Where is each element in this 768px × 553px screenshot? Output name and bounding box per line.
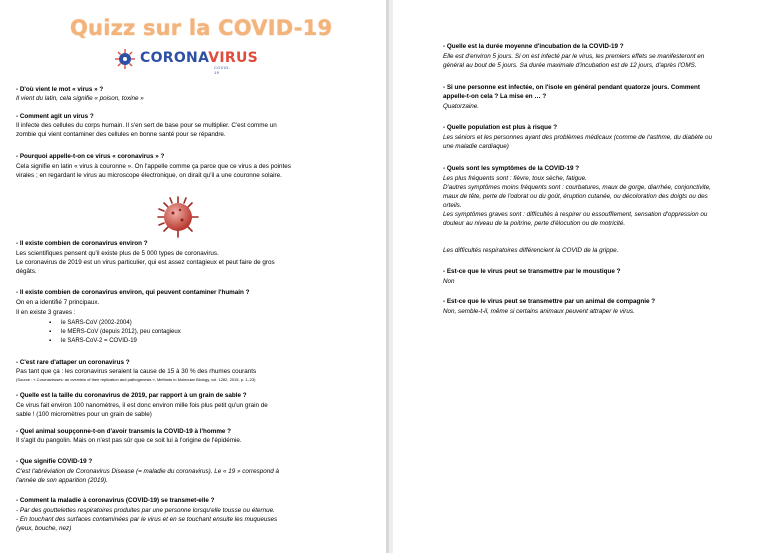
answer-8: Il s'agit du pangolin. Mais on n'est pas sûr que ce soit lui à l'origine de l'épidémie. [16, 437, 242, 444]
question-16: - Est-ce que le virus peut se transmettre par un animal de compagnie ? [443, 298, 656, 305]
question-14: - Quels sont les symptômes de la COVID-19 ? [443, 165, 580, 172]
logo-word-virus: VIRUS [208, 50, 259, 66]
list-item: ▪ le SARS-CoV (2002-2004) [61, 319, 132, 327]
page-left [6, 0, 382, 553]
answer-5-line-1: On en a identifié 7 principaux. [16, 299, 100, 306]
answer-15: Non [443, 278, 455, 285]
answer-3-line-1: Cela signifie en latin « virus à couronne ». On l'appelle comme ça parce que ce virus a des pointes [16, 163, 291, 170]
answer-14-line-6: douleur au niveau de la poitrine, perte d'élocution ou de motricité. [443, 220, 626, 227]
question-1: - D'où vient le mot « virus » ? [16, 86, 104, 93]
answer-4-line-2: Le coronavirus de 2019 est un virus particulier, qui est assez contagieux et peut faire de gros [16, 259, 275, 266]
document-title: Quizz sur la COVID-19 [70, 16, 333, 40]
question-13: - Quelle population est plus à risque ? [443, 124, 558, 131]
question-4: - Il existe combien de coronavirus environ ? [16, 240, 148, 247]
answer-2-line-2: zombie qui vient contaminer des cellules en bonne santé pour se répandre. [16, 131, 226, 138]
logo-subtitle: COVID-19 [214, 65, 231, 75]
answer-2-line-1: Il infecte des cellules du corps humain. Il s'en sert de base pour se multiplier. C'est comme un [16, 122, 277, 129]
answer-4-line-3: dégâts. [16, 268, 37, 275]
page-right [393, 0, 768, 553]
answer-7-line-2: sable ! (100 micromètres pour un grain de sable) [16, 411, 152, 418]
question-3: - Pourquoi appelle-t-on ce virus « coronavirus » ? [16, 153, 165, 160]
list-item: ▪ le MERS-CoV (depuis 2012), peu contagieux [61, 328, 181, 336]
answer-14-line-1: Les plus fréquents sont : fièvre, toux sèche, fatigue. [443, 175, 587, 182]
question-9: - Que signifie COVID-19 ? [16, 458, 93, 465]
question-8: - Quel animal soupçonne-t-on d'avoir transmis la COVID-19 à l'homme ? [16, 428, 232, 435]
coronavirus-logo-icon [114, 48, 136, 70]
answer-3-line-2: virales ; en regardant le virus au microscope électronique, on dirait qu'il a une couronne solaire. [16, 172, 282, 179]
answer-13-line-1: Les séniors et les personnes ayant des problèmes médicaux (comme de l'asthme, du diabète ou [443, 134, 712, 141]
question-12: - Si une personne est infectée, on l'isole en général pendant quatorze jours. Comment [443, 84, 700, 91]
answer-12: Quatorzaine. [443, 103, 480, 110]
answer-1: Il vient du latin, cela signifie « poison, toxine » [16, 95, 144, 102]
answer-14-line-5: Les symptômes graves sont : difficultés à respirer ou essoufflement, sensation d'oppression ou [443, 211, 708, 218]
answer-14-line-2: D'autres symptômes moins fréquents sont : courbatures, maux de gorge, diarrhée, conjonctivite, [443, 184, 711, 191]
question-12-line-2: appelle-t-on cela ? La mise en … ? [443, 93, 547, 100]
answer-5-line-2: Il en existe 3 graves : [16, 309, 76, 316]
answer-4-line-1: Les scientifiques pensent qu'il existe plus de 5 000 types de coronavirus. [16, 250, 219, 257]
question-5: - Il existe combien de coronavirus environ, qui peuvent contaminer l'humain ? [16, 289, 250, 296]
answer-11-line-2: général au bout de 5 jours. Sa durée maximale d'incubation est de 12 jours, d'après l'OMS. [443, 62, 697, 69]
answer-13-line-2: une maladie cardiaque) [443, 143, 509, 150]
question-6: - C'est rare d'attaper un coronavirus ? [16, 359, 130, 366]
coronavirus-illustration [156, 195, 200, 239]
answer-6: Pas tant que ça : les coronavirus seraient la cause de 15 à 30 % des rhumes courants [16, 368, 257, 375]
question-10: - Comment la maladie à coronavirus (COVID-19) se transmet-elle ? [16, 497, 215, 504]
answer-9-line-1: C'est l'abréviation de Coronavirus Disease (= maladie du coronavirus). Le « 19 » correspond à [16, 468, 279, 475]
answer-10-line-1: - Par des gouttelettes respiratoires produites par une personne lorsqu'elle tousse ou éternue. [16, 507, 275, 514]
list-item: ▪ le SARS-CoV-2 = COVID-19 [61, 337, 137, 345]
logo-word-corona: CORONA [140, 50, 209, 66]
question-11: - Quelle est la durée moyenne d'incubation de la COVID-19 ? [443, 43, 624, 50]
answer-14-line-8: Les difficultés respiratoires différencient la COVID de la grippe. [443, 247, 619, 254]
question-2: - Comment agit un virus ? [16, 113, 94, 120]
answer-16: Non, semble-t-il, même si certains animaux peuvent attraper le virus. [443, 308, 635, 315]
answer-9-line-2: l'année de son apparition (2019). [16, 477, 108, 484]
answer-10-line-2: - En touchant des surfaces contaminées par le virus et en se touchant ensuite les muqueuses [16, 516, 278, 523]
answer-14-line-3: maux de tête, perte de l'odorat ou du goût, éruption cutanée, ou décoloration des doigts ou des [443, 193, 708, 200]
answer-6-source: (Source : « Coronaviruses: an overview of their replication and pathogenesis », Methods in Molecular Biology, vol. 1282, 2015, p. 1–23) [16, 377, 256, 382]
answer-14-line-4: orteils. [443, 202, 462, 209]
answer-11-line-1: Elle est d'environ 5 jours. Si on est infecté par le virus, les premiers effets se manifesteront en [443, 53, 705, 60]
question-7: - Quelle est la taille du coronavirus de 2019, par rapport à un grain de sable ? [16, 392, 247, 399]
answer-7-line-1: Ce virus fait environ 100 nanomètres, il est donc environ mille fois plus petit qu'un grain de [16, 402, 268, 409]
question-15: - Est-ce que le virus peut se transmettre par le moustique ? [443, 268, 621, 275]
answer-10-line-3: (yeux, bouche, nez) [16, 525, 72, 532]
